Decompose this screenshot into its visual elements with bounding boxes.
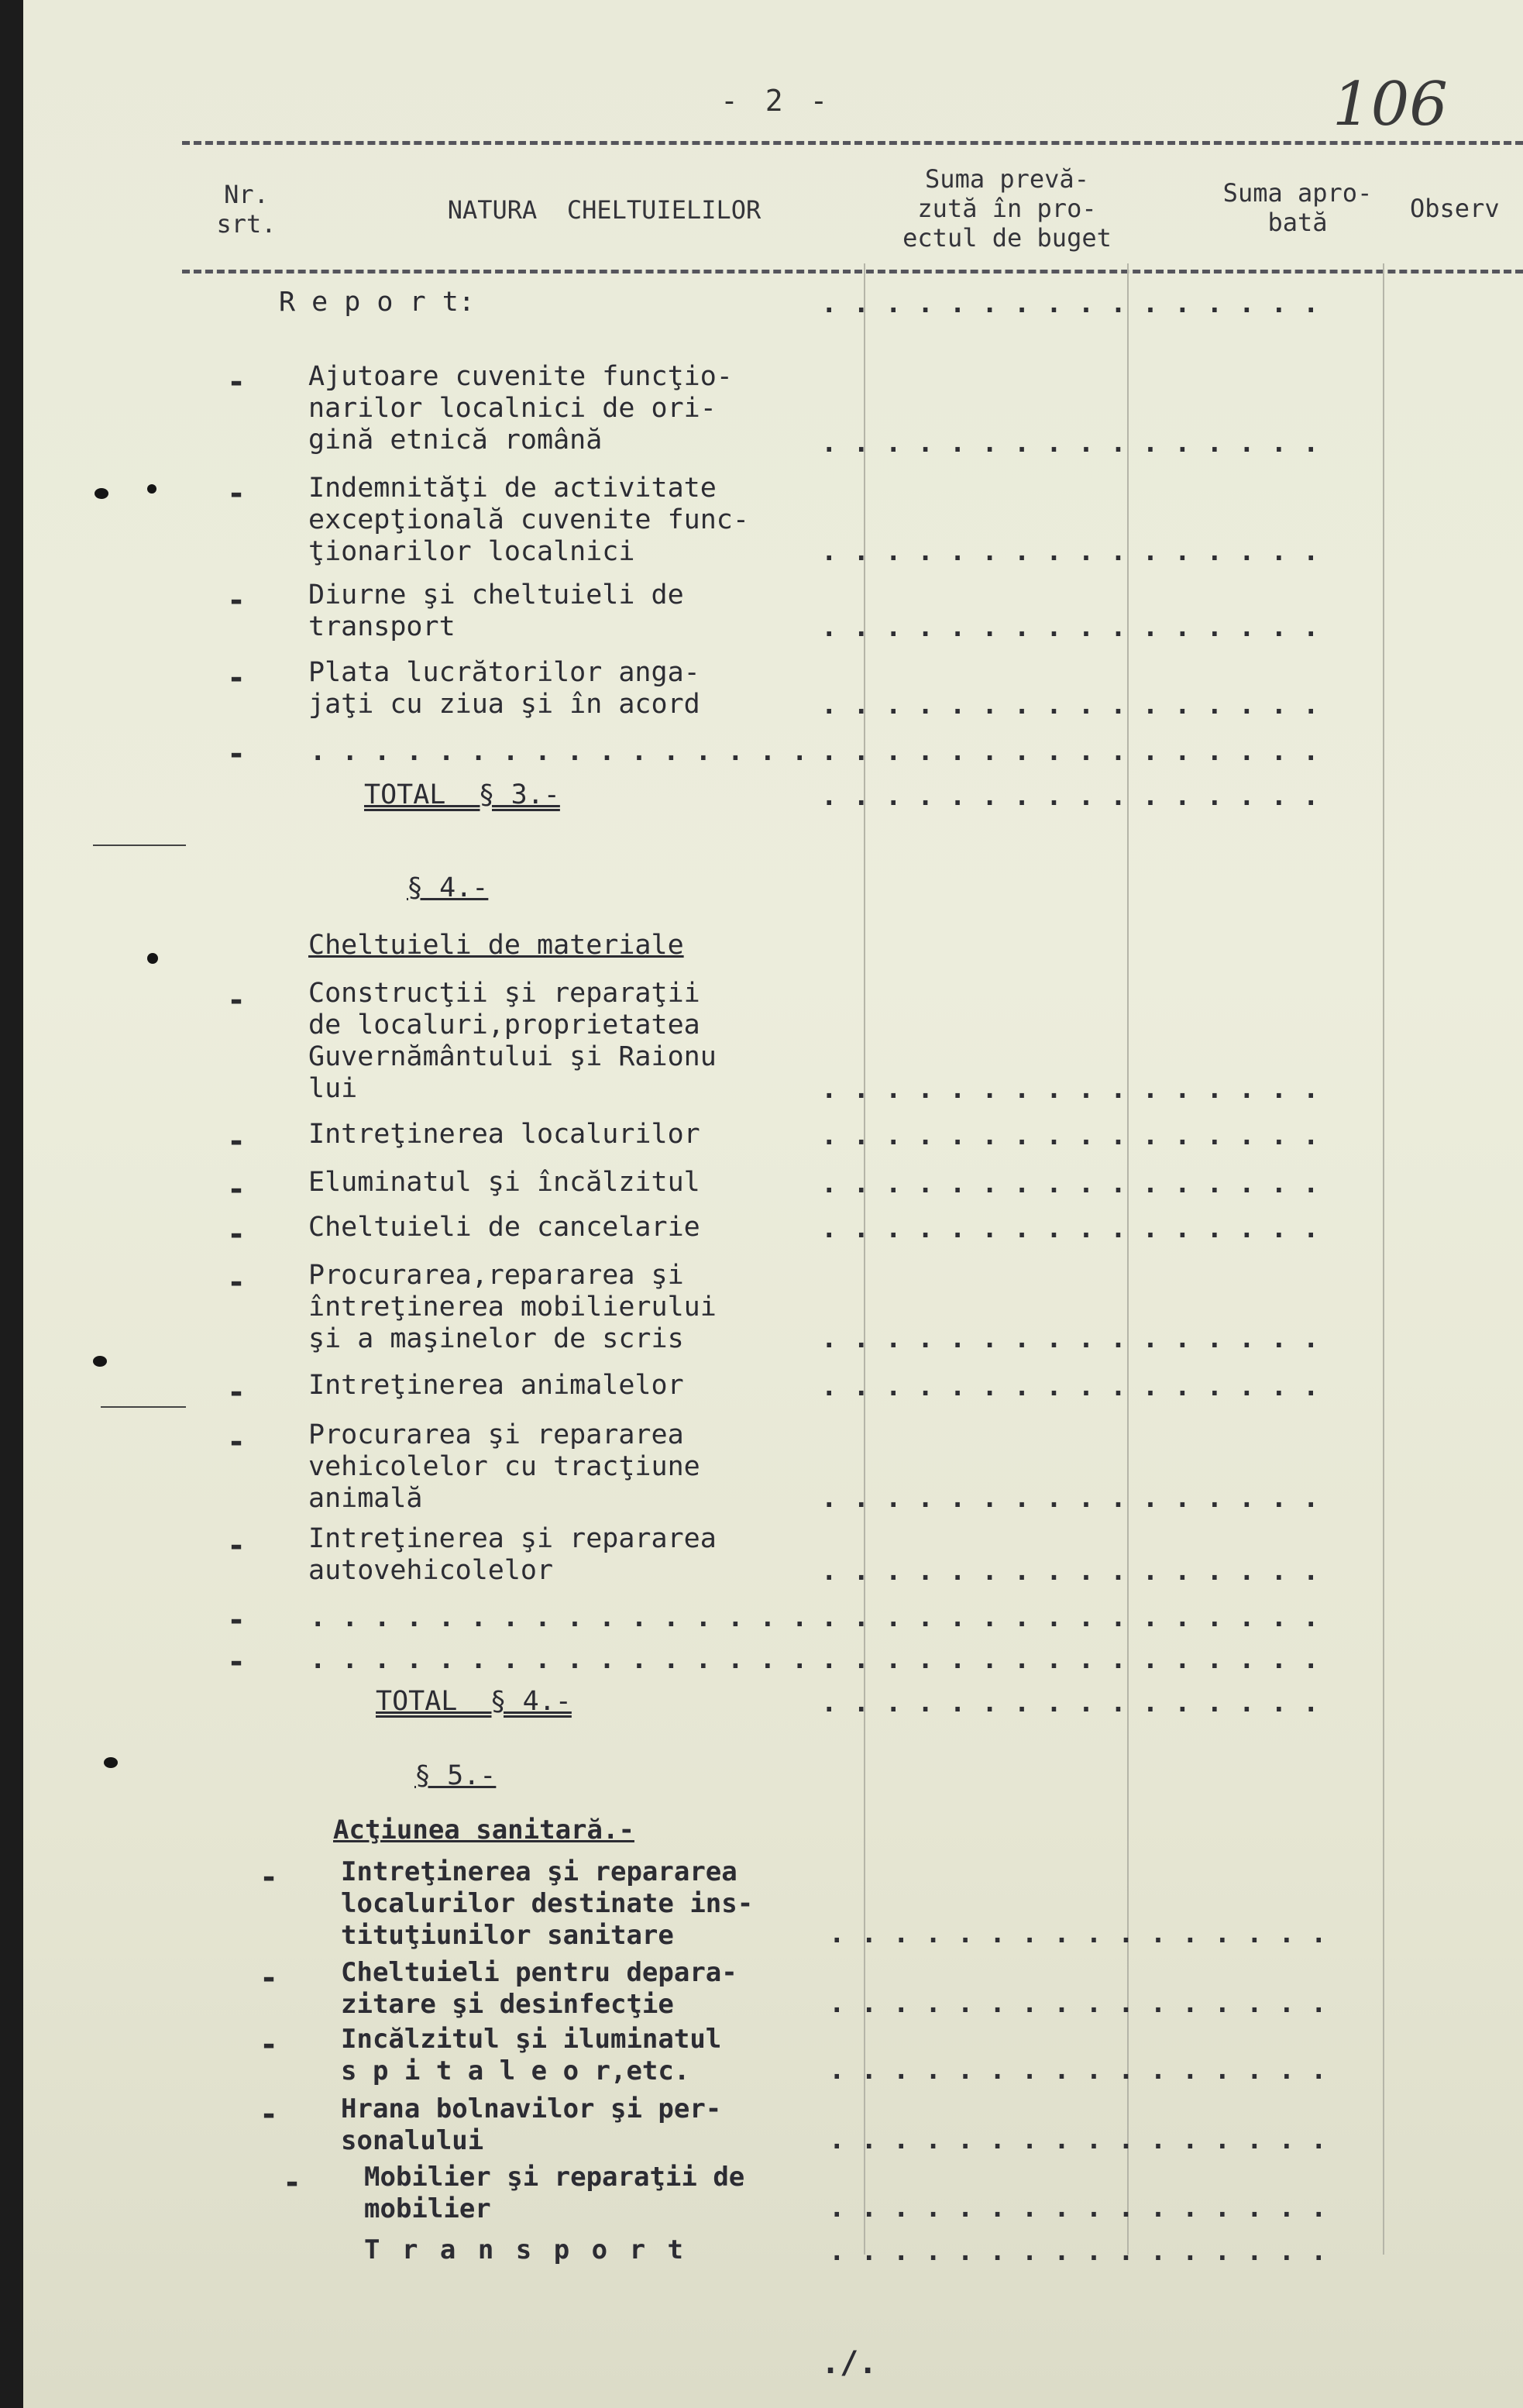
expense-line-label: Intreţinerea localurilor [308,1119,700,1150]
row-dash: - [227,1171,246,1207]
dot-leader: ................ [821,428,1336,459]
row-dash: - [227,982,246,1018]
expense-line-label: Plata lucrătorilor anga- jaţi cu ziua şi în acord [308,657,700,720]
dot-leader: ................ [829,1988,1343,2019]
row-dash: - [227,1123,246,1159]
dot-leader: ................ [821,1213,1336,1244]
expense-line-label: Mobilier şi reparaţii de mobilier [364,2162,745,2224]
punch-hole [104,1757,118,1768]
dot-leader: ................ [821,1323,1336,1354]
section-title: Cheltuieli de materiale [308,930,684,961]
column-header-proposed: Suma prevă- zută în pro- ectul de buget [902,164,1112,253]
row-dash: - [227,736,246,772]
row-dash: - [227,1216,246,1252]
row-dash: - [227,1644,246,1680]
row-dash: - [227,1528,246,1563]
dot-leader: ................ [821,1556,1336,1587]
page-continuation-mark: ./. [821,2345,878,2381]
expense-line-label: Hrana bolnavilor şi per- sonalului [341,2093,722,2156]
header-top-rule [182,141,1523,145]
expense-line-label: Incălzitul şi iluminatul s p i t a l e o r,etc. [341,2024,722,2086]
expense-line-label: Intreţinerea şi repararea autovehicolelor [308,1523,717,1586]
dot-leader: ................ [829,1918,1343,1949]
row-dash: - [283,2165,302,2200]
dot-leader: ................ [821,736,1336,767]
row-dash: - [227,1374,246,1410]
row-dash: - [227,660,246,696]
row-dash: - [227,1264,246,1300]
punch-hole [93,1356,107,1367]
expense-line-label: Cheltuieli de cancelarie [308,1212,700,1243]
punch-hole [95,488,108,499]
dot-leader: ................ [821,1644,1336,1675]
dot-leader: ................ [821,1168,1336,1199]
section-total: TOTAL § 4.- [376,1686,572,1717]
expense-line-label: Indemnităţi de activitate excepţională cuvenite func- ţionarilor localnici [308,473,749,567]
document-page [23,0,1523,2408]
dot-leader: ................ [821,781,1336,812]
dot-leader: ................ [821,1120,1336,1151]
column-divider [1383,263,1384,2255]
section-heading: § 5.- [414,1760,497,1791]
dot-leader: ................ [821,1687,1336,1718]
dot-leader: ................ [829,2055,1343,2086]
column-header-nature: NATURA CHELTUIELILOR [447,195,762,225]
dot-leader: ................ [310,1602,824,1633]
expense-line-label: Ajutoare cuvenite funcţio- narilor localnici de ori- gină etnică română [308,361,733,456]
column-header-observations: Observ [1410,194,1500,223]
margin-mark [101,1406,186,1408]
folio-number: 106 [1332,70,1448,139]
dot-leader: ................ [821,690,1336,721]
row-dash: - [227,476,246,511]
dot-leader: ................ [821,1371,1336,1402]
header-bottom-rule [182,270,1523,273]
dot-leader: ................ [821,1483,1336,1514]
expense-line-label: Eluminatul şi încălzitul [308,1167,700,1198]
margin-mark [93,845,186,846]
expense-line-label: Intreţinerea animalelor [308,1370,684,1401]
row-dash: - [260,1960,279,1996]
page-number: - 2 - [720,84,833,118]
column-header-nr: Nr. srt. [216,180,277,239]
section-total: TOTAL § 3.- [364,779,560,810]
punch-hole [147,953,158,964]
row-dash: - [227,583,246,618]
dot-leader: ................ [829,2193,1343,2224]
row-dash: - [227,364,246,400]
expense-line-label: Procurarea,repararea şi întreţinerea mobilierului şi a maşinelor de scris [308,1260,717,1354]
row-dash: - [260,2027,279,2062]
dot-leader: ................ [821,288,1336,319]
dot-leader: ................ [821,1074,1336,1105]
expense-line-label: Cheltuieli pentru depara- zitare şi desinfecţie [341,1957,737,2020]
section-heading: § 4.- [407,872,489,903]
dot-leader: ................ [821,536,1336,567]
row-dash: - [260,2097,279,2132]
dot-leader: ................ [821,1602,1336,1633]
column-header-approved: Suma apro- bată [1222,178,1373,237]
dot-leader: ................ [821,612,1336,643]
row-dash: - [227,1424,246,1460]
dot-leader: ................ [310,736,824,767]
dot-leader: ................ [829,2236,1343,2267]
row-dash: - [227,1602,246,1638]
expense-line-label: Construcţii şi reparaţii de localuri,proprietatea Guvernământului şi Raionu lui [308,978,717,1104]
dot-leader: ................ [310,1644,824,1675]
expense-line-label: Diurne şi cheltuieli de transport [308,580,684,642]
transport-label: T r a n s p o r t [364,2234,686,2265]
expense-line-label: Procurarea şi repararea vehicolelor cu tracţiune animală [308,1419,700,1514]
report-label: R e p o r t: [279,287,475,318]
punch-hole [147,484,156,494]
expense-line-label: Intreţinerea şi repararea localurilor destinate ins- tituţiunilor sanitare [341,1856,754,1951]
row-dash: - [260,1859,279,1895]
section-title: Acţiunea sanitară.- [333,1815,634,1846]
dot-leader: ................ [829,2124,1343,2155]
